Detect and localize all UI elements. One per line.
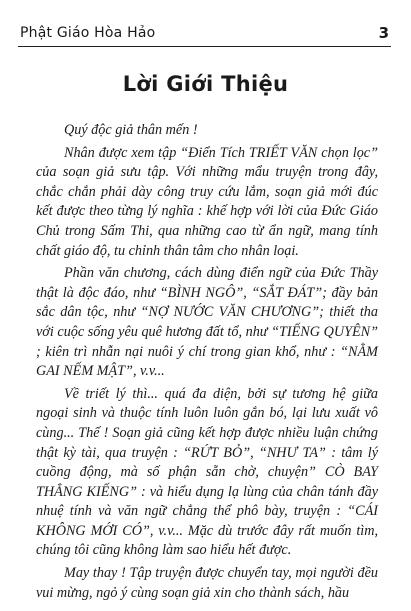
paragraph: Phần văn chương, cách dùng điển ngữ của Đức Thầy thật là độc đáo, như “BÌNH NGÔ”, “SẮT ĐÁT”; đầy bản sắc dân tộc, như “NỢ NƯỚC VĂN CHƯƠNG”; thiết tha với cuộc sống yêu quê hương đất tổ, như “TIẾNG QUYÊN” ; kiên trì nhẫn nại nuôi ý chí trong gian khổ, như : “NẰM GAI NẾM MẬT”, v.v... [36,265,378,380]
page-header [18,24,391,47]
paragraph-salutation: Quý độc giả thân mến ! [64,122,198,138]
running-title: Phật Giáo Hòa Hảo [20,25,156,41]
paragraph: May thay ! Tập truyện được chuyển tay, mọi người đều vui mừng, ngỏ ý cùng soạn giả xin cho thành sách, hầu [36,565,378,601]
paragraph: Về triết lý thì... quá đa diện, bởi sự tương hệ giữa ngoại sinh và thuộc tính luôn luôn gắn bó, lại lưu xuất vô cùng... Thế ! Soạn giả cũng kết hợp được nhiều luận chứng thật kỳ tài, qua truyện : “RỨT BỎ”, “NHƯ TA” : tâm lý cuồng động, mà số phận sẵn chờ, chuyện” CÒ BAY THẲNG KIẾNG” : và hiểu dụng lạ lùng của chân tánh đầy nhuệ tính và văn ngữ chẳng thể phô bày, truyện : “CÁI KHÔNG MỚI CÓ”, v.v... Mặc dù trước đây rất muốn tìm, chúng tôi cũng không làm sao hiểu hết được. [36,385,378,559]
chapter-title: Lời Giới Thiệu [122,72,289,96]
paragraph: Nhân được xem tập “Điển Tích TRIẾT VĂN chọn lọc” của soạn giả sưu tập. Với những mẩu truyện trong đây, chắc chắn phải dày công truy cứu lắm, soạn giả mới đúc kết được theo từng lý nghĩa : khế hợp với lời của Đức Giáo Chủ trong Sấm Thi, qua những cao từ ẩn ngữ, mang tính chất giáo độ, tu chỉnh thân tâm cho nhân loại. [36,144,378,259]
page-number: 3 [378,24,389,42]
body-text [36,121,378,606]
